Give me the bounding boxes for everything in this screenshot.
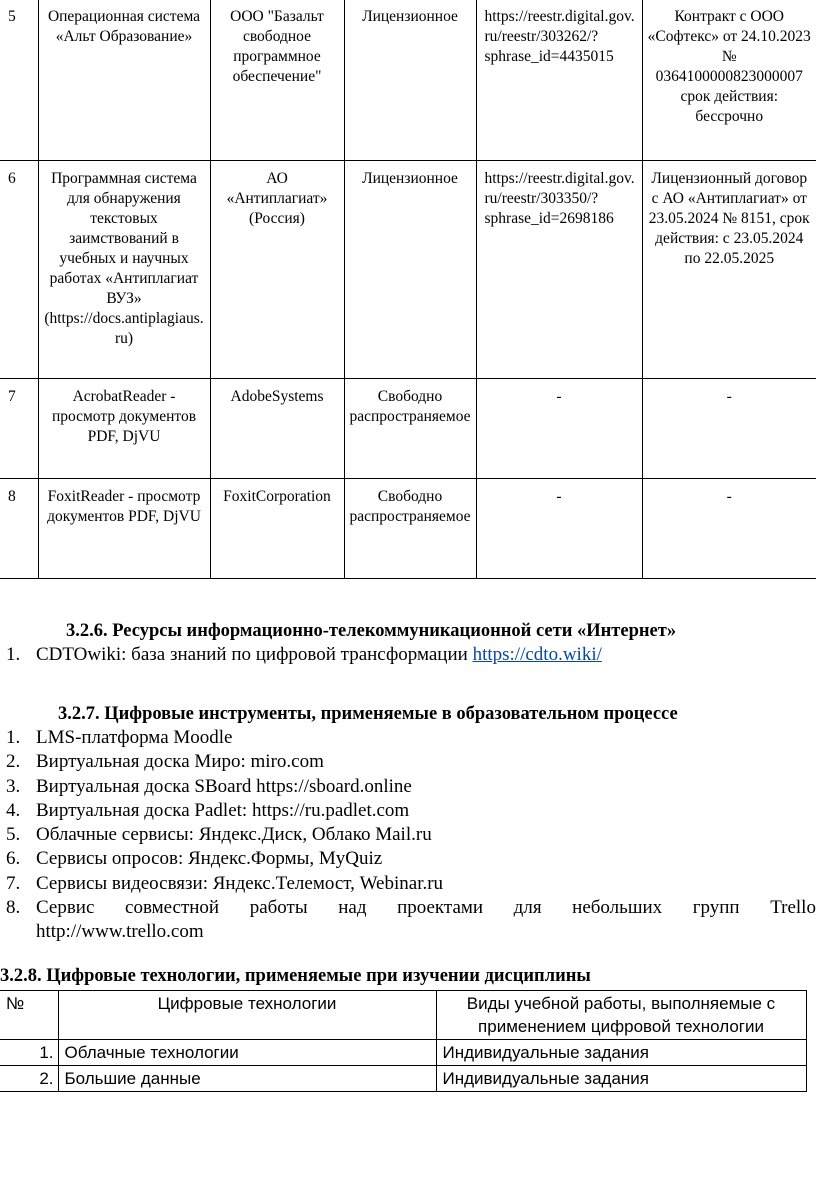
word: над (338, 897, 367, 919)
word: совместной (125, 897, 220, 919)
table-row (0, 0, 816, 161)
technology-name: Облачные технологии (58, 1040, 436, 1066)
license-type: Свободно распространяемое (344, 379, 476, 479)
list-number: 1. (6, 727, 21, 748)
row-number: 1. (0, 1040, 58, 1066)
word: небольших (572, 897, 663, 919)
software-vendor: AdobeSystems (210, 379, 344, 479)
section-heading-digital-technologies: 3.2.8. Цифровые технологии, применяемые при изучении дисциплины (0, 966, 591, 986)
internet-resources-list (0, 643, 602, 667)
work-type: Индивидуальные задания (436, 1066, 806, 1092)
section-heading-internet-resources: 3.2.6. Ресурсы информационно-телекоммуникационной сети «Интернет» (66, 621, 677, 641)
digital-tools-list (0, 726, 816, 945)
table-row (0, 479, 816, 579)
list-item (0, 823, 816, 847)
list-item (0, 847, 816, 871)
list-item-text: Виртуальная доска SBoard https://sboard.online (36, 775, 412, 797)
contract-info: - (642, 379, 816, 479)
list-number: 1. (6, 644, 21, 665)
list-item-text: Сервисы опросов: Яндекс.Формы, MyQuiz (36, 848, 383, 870)
table-row (0, 379, 816, 479)
contract-info: - (642, 479, 816, 579)
technology-name: Большие данные (58, 1066, 436, 1092)
software-table (0, 0, 816, 579)
software-name: AcrobatReader - просмотр документов PDF, DjVU (38, 379, 210, 479)
row-number: 5 (0, 0, 38, 161)
list-item (0, 896, 816, 945)
list-item-text: CDTOwiki: база знаний по цифровой трансформации (36, 644, 473, 665)
contract-info: Лицензионный договор с АО «Антиплагиат» от 23.05.2024 № 8151, срок действия: с 23.05.2024 по 22.05.2025 (642, 161, 816, 379)
license-type: Лицензионное (344, 0, 476, 161)
registry-link[interactable]: https://reestr.digital.gov.ru/reestr/303350/?sphrase_id=2698186 (476, 161, 642, 379)
list-number: 5. (6, 824, 21, 846)
list-number: 6. (6, 848, 21, 870)
work-type: Индивидуальные задания (436, 1040, 806, 1066)
list-item (0, 775, 816, 799)
list-item (0, 872, 816, 896)
section-heading-digital-tools: 3.2.7. Цифровые инструменты, применяемые в образовательном процессе (58, 704, 678, 724)
row-number: 6 (0, 161, 38, 379)
registry-link: - (476, 479, 642, 579)
word: для (513, 897, 542, 919)
list-item (0, 750, 816, 774)
list-number: 7. (6, 872, 21, 894)
software-name: Операционная система «Альт Образование» (38, 0, 210, 161)
column-header: Виды учебной работы, выполняемые с применением цифровой технологии (436, 991, 806, 1040)
row-number: 2. (0, 1066, 58, 1092)
cdto-wiki-link[interactable]: https://cdto.wiki/ (472, 644, 602, 665)
table-header-row (0, 991, 806, 1040)
list-item-text: Виртуальная доска Миро: miro.com (36, 751, 324, 773)
word: групп (692, 897, 740, 919)
column-header: № (0, 991, 58, 1040)
list-item-text: Виртуальная доска Padlet: https://ru.padlet.com (36, 799, 410, 821)
list-number: 3. (6, 775, 21, 797)
table-row (0, 161, 816, 379)
list-number: 8. (6, 897, 21, 919)
registry-link[interactable]: https://reestr.digital.gov.ru/reestr/303262/?sphrase_id=4435015 (476, 0, 642, 161)
list-item (0, 799, 816, 823)
table-row (0, 1066, 806, 1092)
list-item-text: Облачные сервисы: Яндекс.Диск, Облако Mail.ru (36, 824, 432, 846)
word: Trello (770, 897, 816, 919)
trello-url: http://www.trello.com (36, 921, 204, 943)
table-row (0, 1040, 806, 1066)
list-item (0, 726, 816, 750)
row-number: 7 (0, 379, 38, 479)
list-item-text: Сервисы видеосвязи: Яндекс.Телемост, Webinar.ru (36, 872, 444, 894)
software-vendor: ООО "Базальт свободное программное обеспечение" (210, 0, 344, 161)
digital-technologies-table (0, 990, 807, 1092)
software-name: Программная система для обнаружения текстовых заимствований в учебных и научных работах «Антиплагиат ВУЗ» (https://docs.antiplagiaus.ru) (38, 161, 210, 379)
word: работы (249, 897, 308, 919)
software-vendor: FoxitCorporation (210, 479, 344, 579)
software-vendor: АО «Антиплагиат» (Россия) (210, 161, 344, 379)
license-type: Свободно распространяемое (344, 479, 476, 579)
list-item (0, 643, 602, 667)
list-item-text (36, 896, 816, 920)
word: проектами (397, 897, 484, 919)
software-name: FoxitReader - просмотр документов PDF, DjVU (38, 479, 210, 579)
word: Сервис (36, 897, 95, 919)
list-item-text: LMS-платформа Moodle (36, 727, 233, 748)
contract-info: Контракт с ООО «Софтекс» от 24.10.2023 № 0364100000823000007 срок действия: бессрочно (642, 0, 816, 161)
registry-link: - (476, 379, 642, 479)
list-number: 2. (6, 751, 21, 773)
license-type: Лицензионное (344, 161, 476, 379)
list-number: 4. (6, 799, 21, 821)
column-header: Цифровые технологии (58, 991, 436, 1040)
row-number: 8 (0, 479, 38, 579)
